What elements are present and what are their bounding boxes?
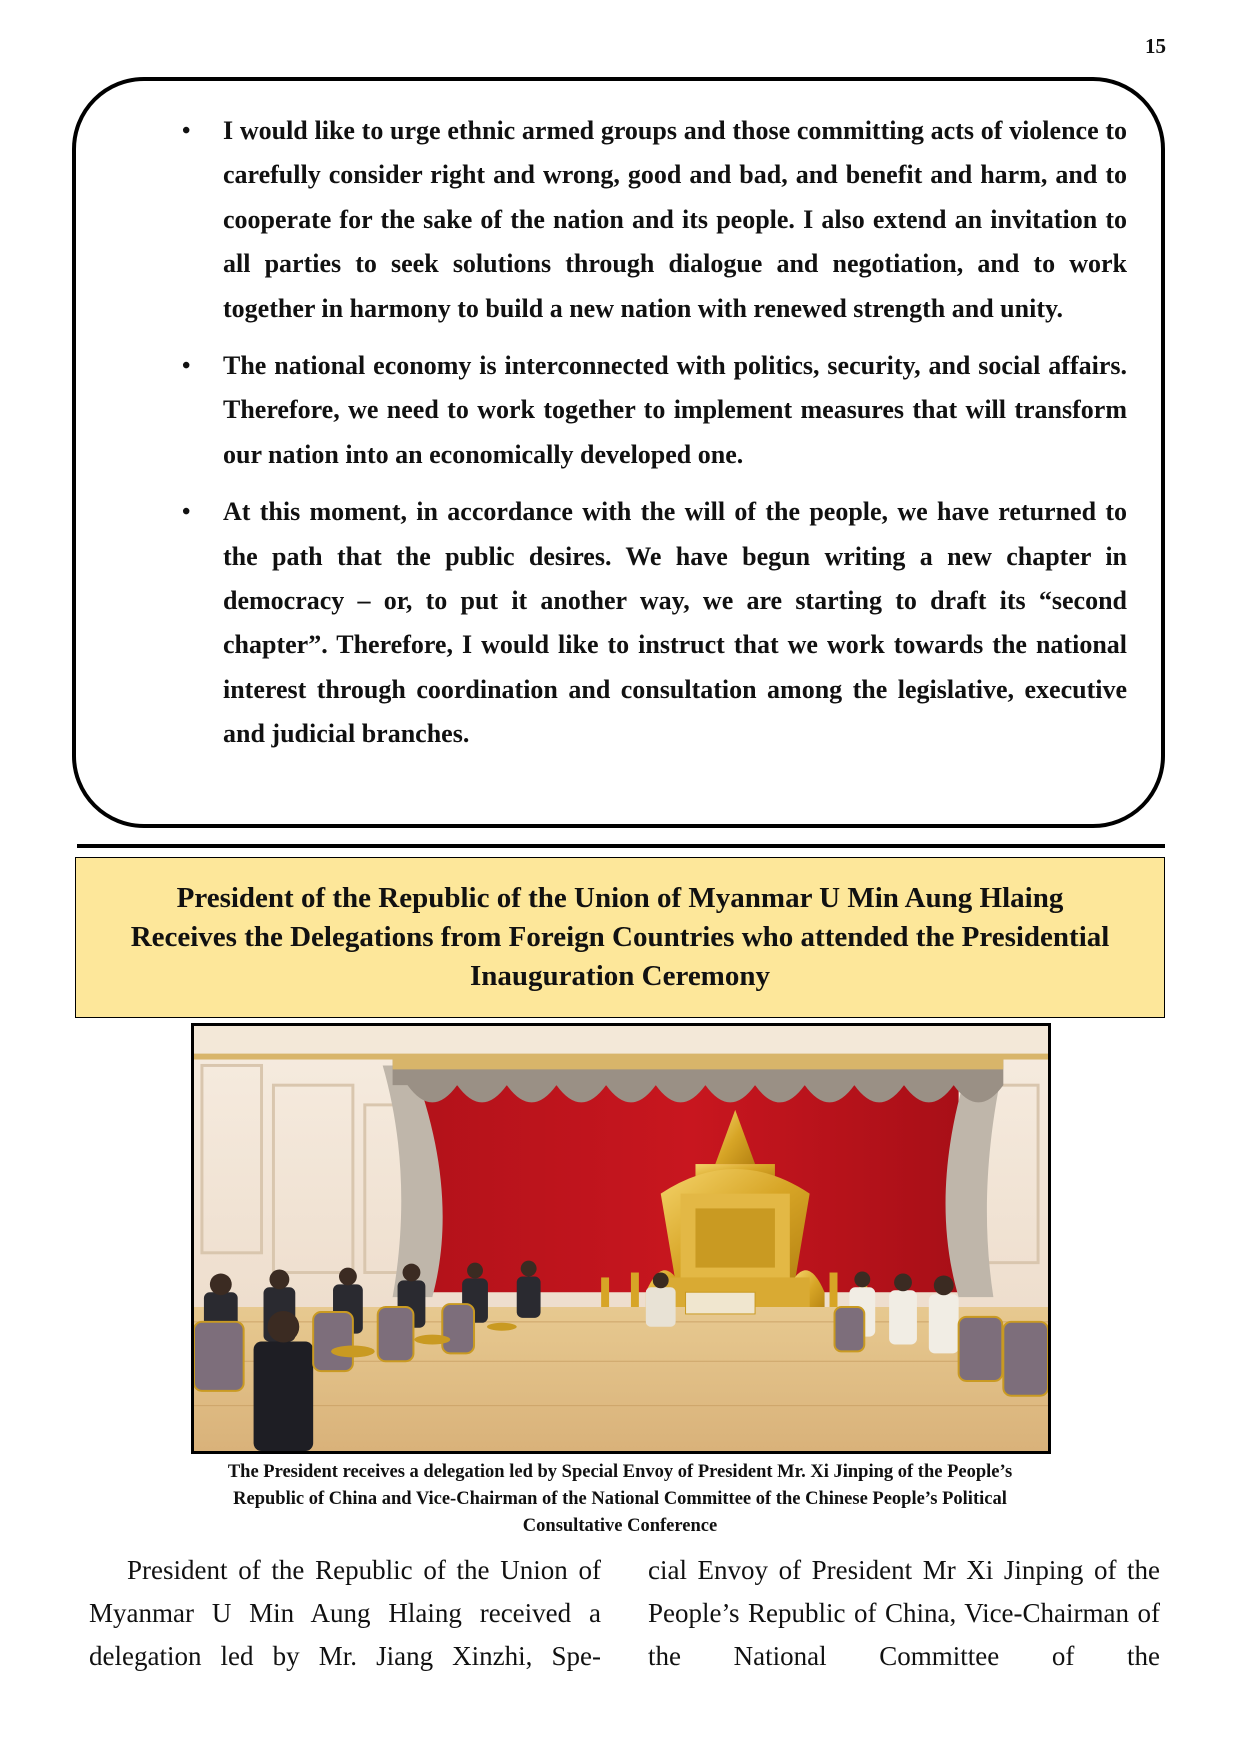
page-number: 15 <box>1145 34 1166 58</box>
bullet-item <box>151 490 1127 756</box>
quote-box <box>72 77 1165 828</box>
headline-box <box>75 857 1165 1018</box>
body-column-right: cial Envoy of President Mr Xi Jinping of the People’s Republic of China, Vice-Chairman of the National Committee of the <box>648 1555 1160 1671</box>
bullet-dot-icon: • <box>182 499 191 526</box>
meeting-photo <box>191 1023 1051 1454</box>
bullet-list <box>151 109 1127 770</box>
headline-line: President of the Republic of the Union of Myanmar U Min Aung Hlaing <box>176 882 1064 914</box>
bullet-item <box>151 344 1127 477</box>
article-body <box>89 1549 1160 1678</box>
caption-line: Consultative Conference <box>522 1516 718 1536</box>
caption-line: The President receives a delegation led by Special Envoy of President Mr. Xi Jinping of the People’s <box>227 1462 1013 1482</box>
headline-line: Receives the Delegations from Foreign Countries who attended the Presidential <box>130 921 1110 953</box>
bullet-text: I would like to urge ethnic armed groups and those committing acts of violence to carefully consider right and wrong, good and bad, and benefit and harm, and to cooperate for the sake of the nation and its people. I also extend an invitation to all parties to seek solutions through dialogue and negotiation, and to work together in harmony to build a new nation with renewed strength and unity. <box>223 116 1127 323</box>
bullet-text: At this moment, in accordance with the will of the people, we have returned to the path that the public desires. We have begun writing a new chapter in democracy – or, to put it another way, we are starting to draft its “second chapter”. Therefore, I would like to instruct that we work towards the national interest through coordination and consultation among the legislative, executive and judicial branches. <box>223 497 1127 749</box>
bullet-dot-icon: • <box>182 118 191 144</box>
article-headline <box>113 879 1128 996</box>
headline-line: Inauguration Ceremony <box>470 960 770 992</box>
bullet-dot-icon: • <box>182 353 191 380</box>
body-column-left: President of the Republic of the Union of Myanmar U Min Aung Hlaing received a delegation led by Mr. Jiang Xinzhi, Spe- <box>89 1555 601 1671</box>
caption-line: Republic of China and Vice-Chairman of the National Committee of the Chinese People’s Political <box>233 1489 1007 1509</box>
throne-room-illustration <box>194 1026 1048 1451</box>
section-divider <box>77 844 1165 848</box>
photo-caption <box>150 1459 1090 1540</box>
bullet-text: The national economy is interconnected with politics, security, and social affairs. Therefore, we need to work together to implement measures that will transform our nation into an economically developed one. <box>223 351 1127 469</box>
bullet-item <box>151 109 1127 331</box>
